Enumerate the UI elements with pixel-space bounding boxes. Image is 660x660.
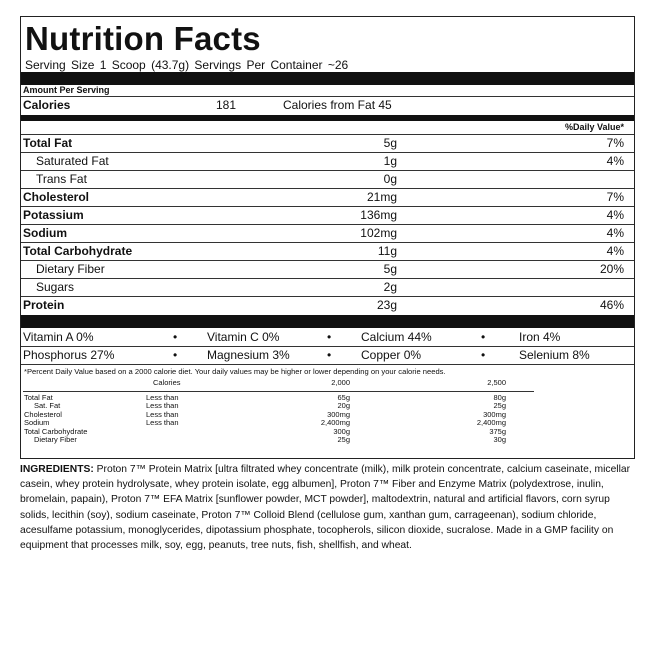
daily-value-header: %Daily Value* [564, 122, 624, 132]
nutrient-daily-value: 4% [606, 226, 624, 240]
nutrient-quantity: 21mg [366, 190, 397, 204]
calories-value: 181 [216, 98, 237, 112]
footnote-nutrient: Sodium [24, 418, 50, 428]
footnote-level: Less than [146, 418, 179, 428]
footnote-2500: 2,500 [487, 378, 506, 387]
calories-from-fat: Calories from Fat 45 [283, 98, 392, 112]
nutrient-quantity: 102mg [360, 226, 397, 240]
divider [23, 391, 534, 392]
nutrient-row [21, 243, 634, 260]
footnote-value-2000: 25g [337, 435, 350, 444]
calcium: Calcium 44% [361, 330, 432, 344]
footnote-nutrient: Cholesterol [24, 409, 62, 419]
bullet: • [173, 330, 178, 344]
footnote-value-2000: 65g [337, 393, 350, 402]
footnote-value-2500: 30g [493, 435, 506, 444]
nutrient-name: Total Fat [23, 136, 73, 150]
bullet: • [327, 330, 332, 344]
bullet: • [481, 330, 486, 344]
nutrient-name: Cholesterol [23, 190, 90, 204]
nutrient-row [21, 225, 634, 242]
nutrient-name: Saturated Fat [36, 154, 109, 168]
nutrition-label [20, 16, 635, 459]
footnote-value-2000: 300mg [327, 409, 350, 419]
phosphorus: Phosphorus 27% [23, 348, 115, 362]
nutrient-quantity: 136mg [360, 208, 397, 222]
footnote-value-2500: 80g [493, 393, 506, 402]
nutrient-row [21, 297, 634, 314]
nutrient-name: Trans Fat [36, 172, 87, 186]
nutrient-row [21, 261, 634, 278]
ingredients-label: INGREDIENTS: [20, 464, 94, 475]
nutrient-row [21, 189, 634, 206]
nutrient-name: Dietary Fiber [36, 262, 105, 276]
nutrient-daily-value: 4% [606, 208, 624, 222]
footnote-nutrient: Dietary Fiber [34, 435, 77, 444]
nutrient-row [21, 153, 634, 170]
footnote-level: Less than [146, 393, 179, 402]
nutrient-daily-value: 7% [606, 136, 624, 150]
thick-divider [21, 72, 634, 85]
nutrient-daily-value: 7% [606, 190, 624, 204]
nutrient-daily-value: 46% [599, 298, 624, 312]
medium-divider [21, 115, 634, 121]
footnote: *Percent Daily Value based on a 2000 calorie diet. Your daily values may be higher or lower depending on your calorie needs. [24, 367, 446, 376]
nutrient-daily-value: 4% [606, 154, 624, 168]
label-title: Nutrition Facts [25, 20, 261, 57]
footnote-2000: 2,000 [331, 378, 350, 387]
bullet: • [481, 348, 486, 362]
footnote-value-2500: 25g [493, 401, 506, 411]
footnote-nutrient: Sat. Fat [34, 401, 61, 411]
iron: Iron 4% [519, 330, 561, 344]
footnote-value-2500: 2,400mg [476, 418, 506, 428]
thick-divider [21, 315, 634, 328]
vitamin-c: Vitamin C 0% [207, 330, 280, 344]
nutrient-quantity: 5g [383, 136, 397, 150]
bullet: • [327, 348, 332, 362]
nutrient-name: Sodium [23, 226, 67, 240]
divider [21, 364, 634, 365]
footnote-value-2500: 300mg [483, 409, 506, 419]
ingredients-text: Proton 7™ Protein Matrix [ultra filtrated whey concentrate (milk), milk protein concentrate, calcium caseinate, micellar casein, whey protein hydrolysate, whey protein isolate, egg albumen], Proton 7™ Fiber and Enzyme Matrix (polydextrose, inulin, bromelain, papain), Proton 7™ EFA Matrix [sunflower powder, MCT powder], maltodextrin, natural and artificial flavors, corn syrup solids, lecithin (soy), sodium caseinate, Proton 7™ Colloid Blend (cellulose gum, xanthan gum, carrageenan), sodium chloride, acesulfame potassium, monoglycerides, dipotassium phosphate, tocopherols, silicon dioxide, sucralose. Made in a GMP facility on equipment that processes milk, soy, egg, peanuts, tree nuts, fish, shellfish, and wheat. [20, 464, 631, 552]
nutrient-daily-value: 20% [599, 262, 624, 276]
footnote-level: Less than [146, 401, 179, 411]
nutrient-name: Total Carbohydrate [23, 244, 133, 258]
footnote-value-2000: 300g [333, 426, 350, 436]
bullet: • [173, 348, 178, 362]
footnote-value-2000: 2,400mg [320, 418, 350, 428]
nutrient-quantity: 5g [383, 262, 397, 276]
footnote-value-2000: 20g [337, 401, 350, 411]
calories-label: Calories [23, 98, 71, 112]
nutrient-name: Potassium [23, 208, 84, 222]
nutrient-row [21, 135, 634, 152]
nutrient-quantity: 11g [377, 244, 397, 258]
nutrient-row [21, 171, 634, 188]
copper: Copper 0% [361, 348, 422, 362]
amount-per-serving: Amount Per Serving [23, 85, 110, 95]
nutrient-name: Protein [23, 298, 65, 312]
ingredients [20, 462, 638, 553]
nutrient-name: Sugars [36, 280, 75, 294]
footnote-nutrient: Total Carbohydrate [24, 426, 88, 436]
serving-info: Serving Size 1 Scoop (43.7g) Servings Per Container ~26 [25, 58, 349, 72]
calories-row [21, 97, 634, 114]
footnote-nutrient: Total Fat [24, 393, 53, 402]
nutrient-quantity: 2g [383, 280, 397, 294]
selenium: Selenium 8% [519, 348, 590, 362]
magnesium: Magnesium 3% [207, 348, 290, 362]
footnote-level: Less than [146, 409, 179, 419]
nutrient-quantity: 0g [383, 172, 397, 186]
nutrient-quantity: 1g [383, 154, 397, 168]
vitamin-a: Vitamin A 0% [23, 330, 94, 344]
footnote-calories-label: Calories [153, 378, 181, 387]
nutrient-daily-value: 4% [606, 244, 624, 258]
footnote-value-2500: 375g [489, 426, 506, 436]
nutrient-quantity: 23g [376, 298, 397, 312]
nutrient-row [21, 279, 634, 296]
nutrient-row [21, 207, 634, 224]
